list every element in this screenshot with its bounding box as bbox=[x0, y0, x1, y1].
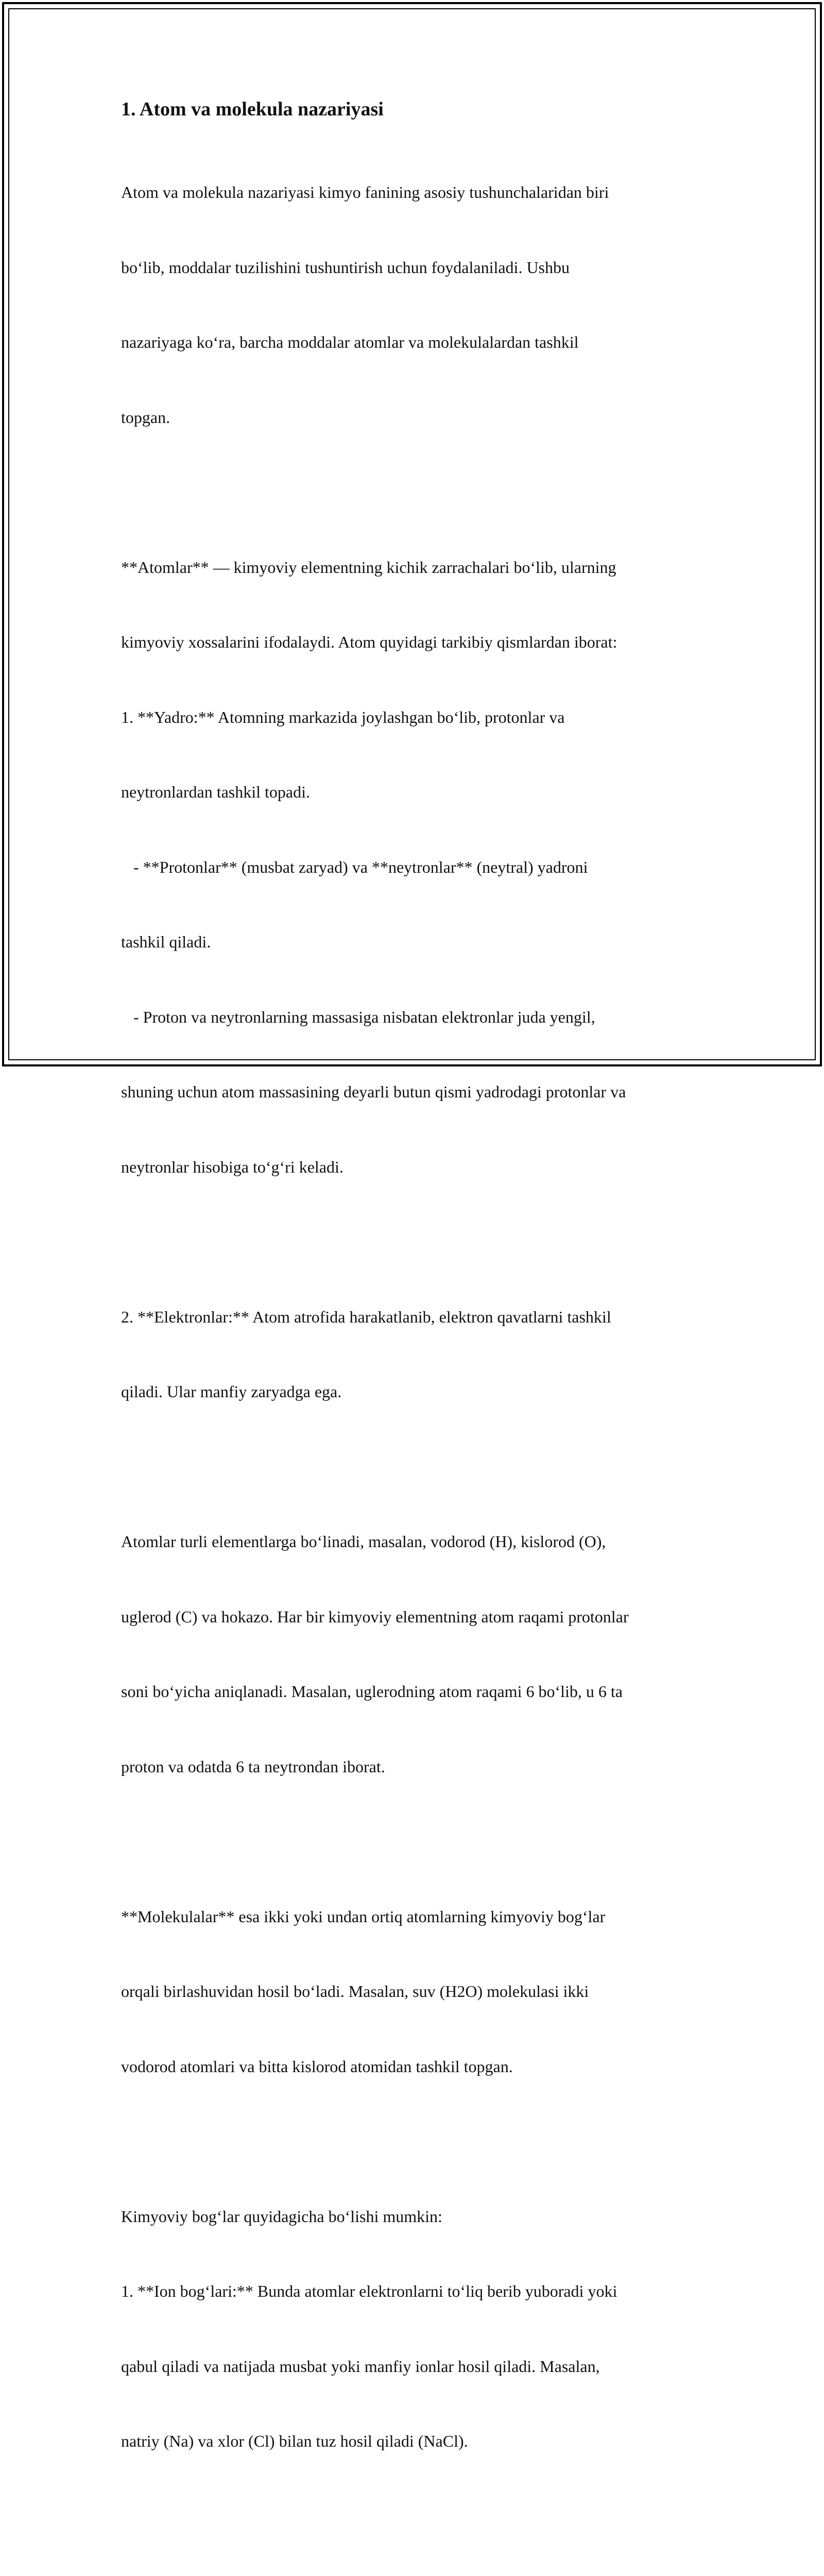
paragraph-intro bbox=[121, 130, 708, 480]
text-line: Kimyoviy bog‘lar quyidagicha bo‘lishi mumkin: bbox=[121, 2207, 442, 2226]
text-line: Atom va molekula nazariyasi kimyo fanining asosiy tushunchalaridan biri bbox=[121, 183, 609, 201]
text-line: vodorod atomlari va bitta kislorod atomidan tashkil topgan. bbox=[121, 2057, 513, 2076]
paragraph-bonds bbox=[121, 2154, 708, 2504]
document-body bbox=[121, 96, 708, 2576]
text-line: **Atomlar** — kimyoviy elementning kichik zarrachalari bo‘lib, ularning bbox=[121, 557, 616, 577]
text-line: shuning uchun atom massasining deyarli butun qismi yadrodagi protonlar va bbox=[121, 1082, 626, 1101]
text-line: Atomlar turli elementlarga bo‘linadi, masalan, vodorod (H), kislorod (O), bbox=[121, 1532, 606, 1551]
text-line: proton va odatda 6 ta neytrondan iborat. bbox=[121, 1757, 385, 1776]
paragraph-molecules bbox=[121, 1854, 708, 2129]
text-line: orqali birlashuvidan hosil bo‘ladi. Masalan, suv (H2O) molekulasi ikki bbox=[121, 1982, 589, 2001]
text-line: neytronlardan tashkil topadi. bbox=[121, 783, 311, 801]
text-line: nazariyaga ko‘ra, barcha moddalar atomlar va molekulalardan tashkil bbox=[121, 333, 579, 351]
text-line: uglerod (C) va hokazo. Har bir kimyoviy elementning atom raqami protonlar bbox=[121, 1607, 629, 1626]
text-line: topgan. bbox=[121, 408, 170, 427]
text-line: bo‘lib, moddalar tuzilishini tushuntirish uchun foydalaniladi. Ushbu bbox=[121, 258, 570, 277]
text-line: neytronlar hisobiga to‘g‘ri keladi. bbox=[121, 1157, 344, 1176]
text-line: qiladi. Ular manfiy zaryadga ega. bbox=[121, 1382, 342, 1401]
text-line: tashkil qiladi. bbox=[121, 933, 211, 951]
text-line: 1. **Ion bog‘lari:** Bunda atomlar elektronlarni to‘liq berib yuboradi yoki bbox=[121, 2282, 617, 2300]
paragraph-elements bbox=[121, 1479, 708, 1829]
section-heading: 1. Atom va molekula nazariyasi bbox=[121, 98, 384, 120]
paragraph-atoms bbox=[121, 505, 708, 1230]
text-line: - Proton va neytronlarning massasiga nisbatan elektronlar juda yengil, bbox=[121, 1007, 595, 1026]
text-line: **Molekulalar** esa ikki yoki undan ortiq atomlarning kimyoviy bog‘lar bbox=[121, 1907, 606, 1926]
text-line: 1. **Yadro:** Atomning markazida joylashgan bo‘lib, protonlar va bbox=[121, 707, 565, 726]
text-line: 2. **Elektronlar:** Atom atrofida harakatlanib, elektron qavatlarni tashkil bbox=[121, 1307, 611, 1326]
text-line: kimyoviy xossalarini ifodalaydi. Atom quyidagi tarkibiy qismlardan iborat: bbox=[121, 633, 617, 651]
paragraph-electrons bbox=[121, 1255, 708, 1454]
text-line: - **Protonlar** (musbat zaryad) va **neytronlar** (neytral) yadroni bbox=[121, 857, 588, 876]
text-line: natriy (Na) va xlor (Cl) bilan tuz hosil qiladi (NaCl). bbox=[121, 2432, 468, 2450]
text-line: qabul qiladi va natijada musbat yoki manfiy ionlar hosil qiladi. Masalan, bbox=[121, 2357, 600, 2376]
paragraph-covalent bbox=[121, 2529, 708, 2576]
text-line: soni bo‘yicha aniqlanadi. Masalan, uglerodning atom raqami 6 bo‘lib, u 6 ta bbox=[121, 1682, 623, 1701]
